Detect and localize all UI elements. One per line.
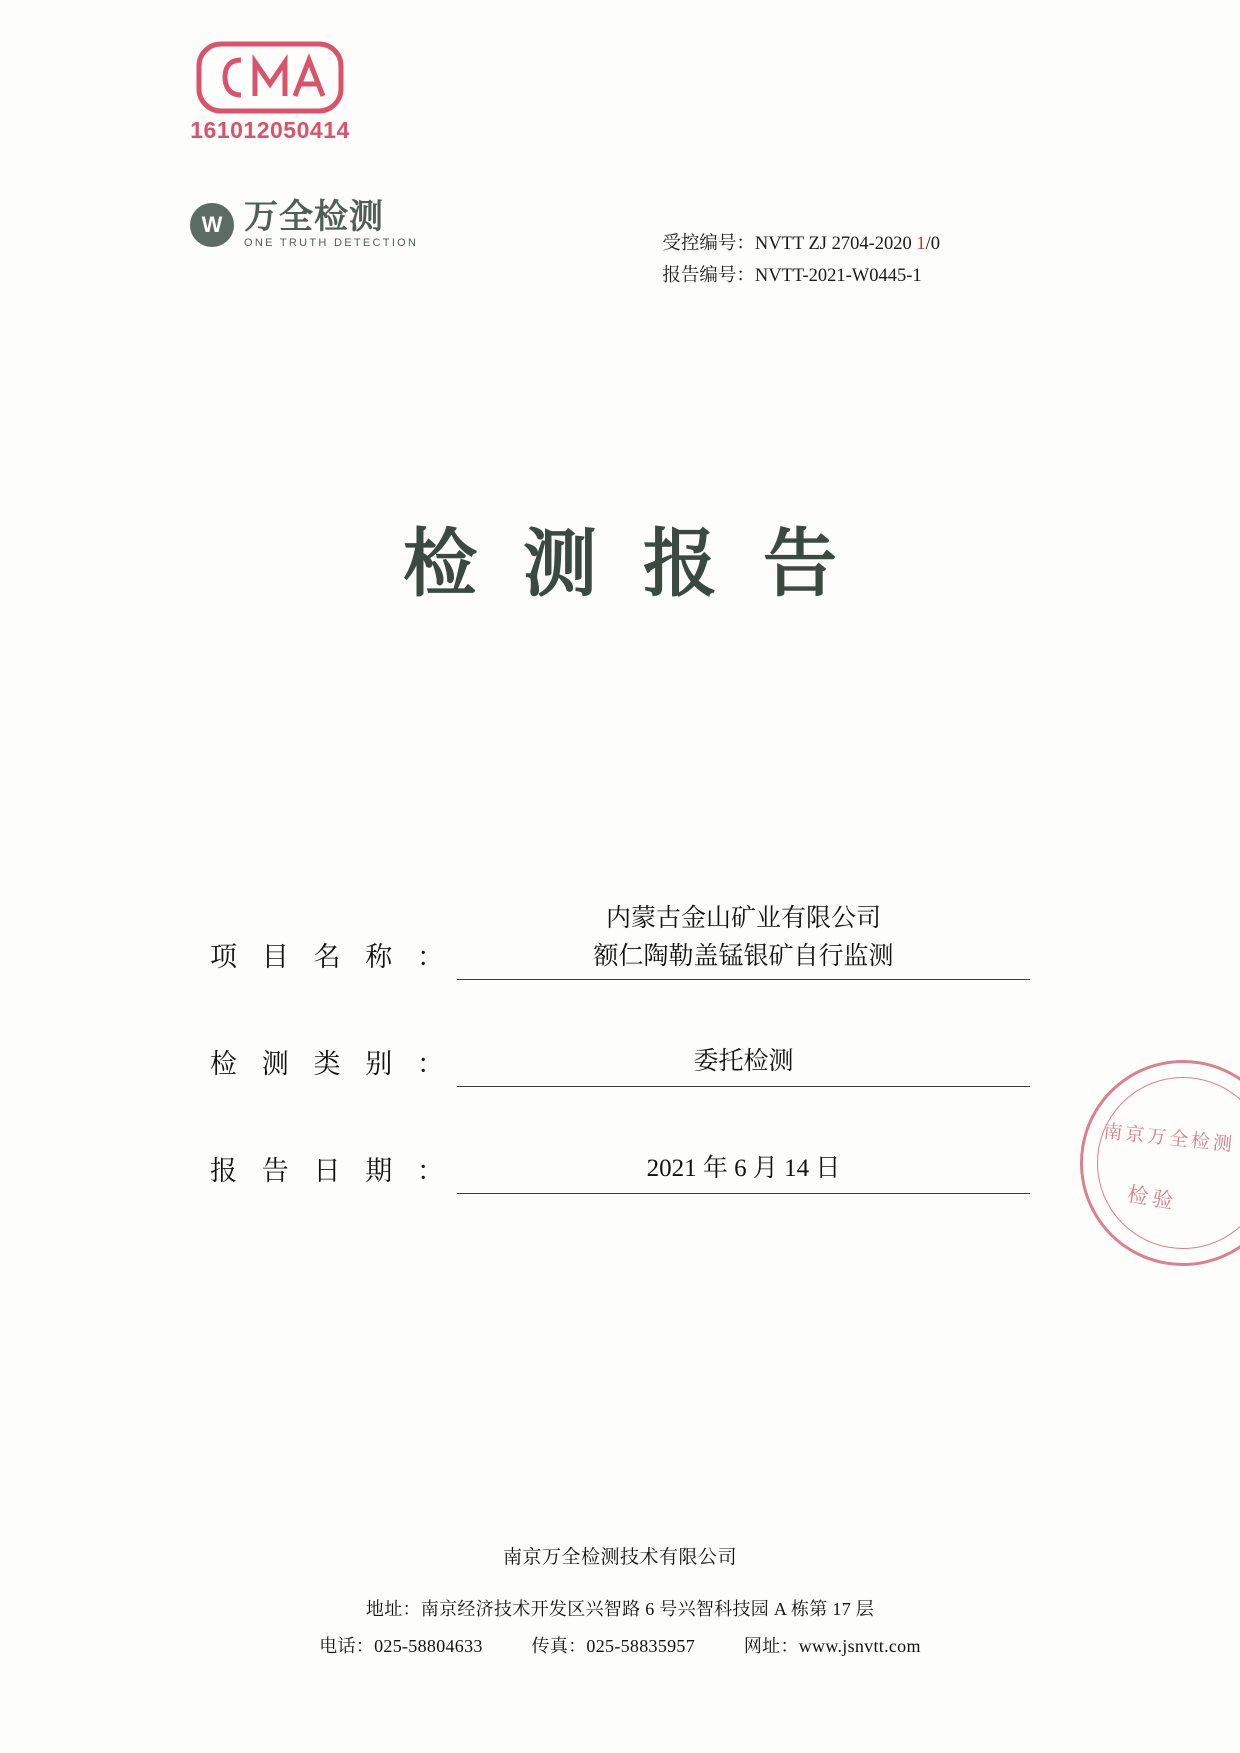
report-number-row (662, 260, 940, 292)
company-logo (190, 200, 418, 249)
controlled-number-label: 受控编号： (662, 234, 755, 254)
report-number-value: NVTT-2021-W0445-1 (754, 266, 922, 287)
page-title: 检测报告 (403, 521, 883, 607)
footer-address: 地址：南京经济技术开发区兴智路 6 号兴智科技园 A 栋第 17 层 (365, 1599, 875, 1619)
cma-accreditation-block (185, 40, 355, 144)
seal-text-bottom: 检验 (1125, 1182, 1179, 1215)
controlled-number-value: NVTT ZJ 2704-2020 (754, 234, 912, 254)
field-project-name-value (457, 900, 1030, 980)
page-footer (0, 1542, 1240, 1658)
document-numbers (662, 228, 940, 293)
seal-text-top: 南京万全检测 (1102, 1121, 1236, 1157)
field-project-name-label: 项 目 名 称 ： (210, 942, 453, 972)
seal-inner-ring (1081, 1061, 1240, 1265)
company-seal-stamp (1061, 1041, 1240, 1285)
report-number-label: 报告编号： (662, 266, 755, 287)
wanquan-logo-icon (190, 203, 234, 247)
field-report-date-label: 报 告 日 期 ： (210, 1156, 453, 1186)
controlled-number-row (662, 228, 940, 260)
logo-name-cn: 万全检测 (244, 198, 384, 236)
report-fields (210, 900, 1030, 1256)
controlled-number-revision-suffix: /0 (925, 234, 940, 254)
footer-fax: 传真：025-58835957 (531, 1636, 696, 1656)
footer-contact-row (0, 1632, 1240, 1658)
logo-name-en: ONE TRUTH DETECTION (244, 236, 419, 249)
field-test-category (210, 1042, 1030, 1087)
cma-mark-icon (195, 40, 345, 115)
field-project-name (210, 900, 1030, 980)
field-test-category-label: 检 测 类 别 ： (210, 1049, 453, 1079)
field-report-date (210, 1149, 1030, 1194)
footer-website: 网址：www.jsnvtt.com (743, 1636, 921, 1656)
cma-certificate-number: 161012050414 (190, 117, 350, 143)
field-test-category-value: 委托检测 (457, 1043, 1030, 1088)
logo-text (244, 200, 418, 249)
field-project-name-value-line1: 内蒙古金山矿业有限公司 (605, 905, 881, 932)
footer-company-name: 南京万全检测技术有限公司 (502, 1547, 737, 1568)
controlled-number-revision: 1 (916, 234, 926, 254)
footer-phone: 电话：025-58804633 (319, 1636, 483, 1656)
field-project-name-value-line2: 额仁陶勒盖锰银矿自行监测 (593, 942, 894, 970)
field-report-date-value: 2021 年 6 月 14 日 (457, 1150, 1030, 1195)
